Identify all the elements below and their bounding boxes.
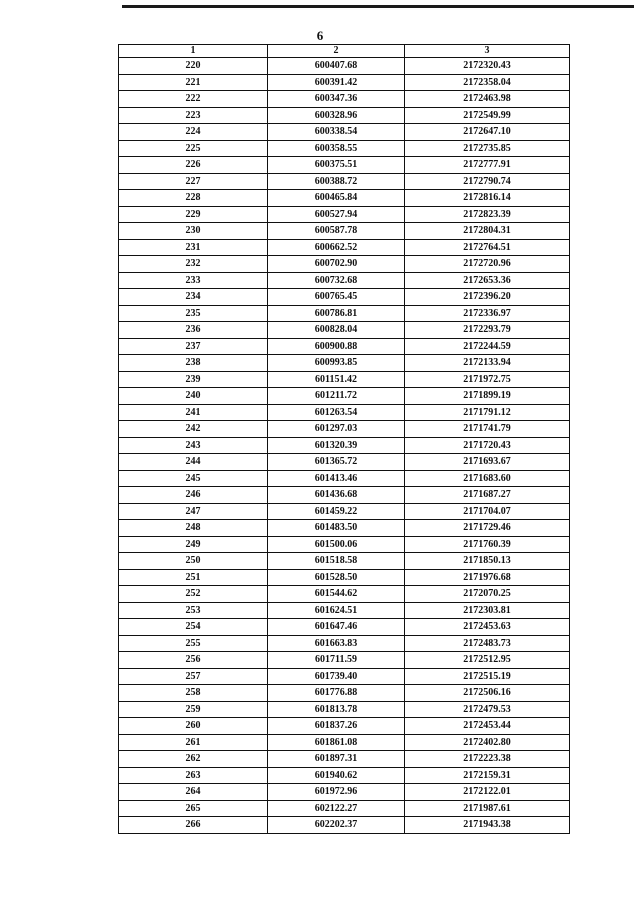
point-number-cell: 253 — [119, 602, 268, 619]
table-row — [119, 305, 570, 322]
x-coordinate-cell: 601776.88 — [268, 685, 405, 702]
y-coordinate-cell: 2171704.07 — [405, 503, 570, 520]
y-coordinate-cell: 2171729.46 — [405, 520, 570, 537]
x-coordinate-cell: 600388.72 — [268, 173, 405, 190]
y-coordinate-cell: 2172358.04 — [405, 74, 570, 91]
table-row — [119, 437, 570, 454]
x-coordinate-cell: 601518.58 — [268, 553, 405, 570]
point-number-cell: 230 — [119, 223, 268, 240]
x-coordinate-cell: 600347.36 — [268, 91, 405, 108]
table-row — [119, 140, 570, 157]
y-coordinate-cell: 2172453.63 — [405, 619, 570, 636]
y-coordinate-cell: 2172823.39 — [405, 206, 570, 223]
y-coordinate-cell: 2172790.74 — [405, 173, 570, 190]
point-number-cell: 221 — [119, 74, 268, 91]
table-row — [119, 272, 570, 289]
table-row — [119, 701, 570, 718]
y-coordinate-cell: 2172122.01 — [405, 784, 570, 801]
y-coordinate-cell: 2171687.27 — [405, 487, 570, 504]
point-number-cell: 225 — [119, 140, 268, 157]
x-coordinate-cell: 601483.50 — [268, 520, 405, 537]
point-number-cell: 262 — [119, 751, 268, 768]
y-coordinate-cell: 2172463.98 — [405, 91, 570, 108]
table-row — [119, 355, 570, 372]
table-row — [119, 602, 570, 619]
point-number-cell: 231 — [119, 239, 268, 256]
table-row — [119, 767, 570, 784]
point-number-cell: 265 — [119, 800, 268, 817]
x-coordinate-cell: 601663.83 — [268, 635, 405, 652]
table-row — [119, 223, 570, 240]
point-number-cell: 261 — [119, 734, 268, 751]
x-coordinate-cell: 601459.22 — [268, 503, 405, 520]
y-coordinate-cell: 2172453.44 — [405, 718, 570, 735]
point-number-cell: 246 — [119, 487, 268, 504]
y-coordinate-cell: 2172506.16 — [405, 685, 570, 702]
point-number-cell: 248 — [119, 520, 268, 537]
table-row — [119, 58, 570, 75]
x-coordinate-cell: 601837.26 — [268, 718, 405, 735]
x-coordinate-cell: 601813.78 — [268, 701, 405, 718]
x-coordinate-cell: 601647.46 — [268, 619, 405, 636]
y-coordinate-cell: 2172133.94 — [405, 355, 570, 372]
table-row — [119, 520, 570, 537]
y-coordinate-cell: 2172816.14 — [405, 190, 570, 207]
point-number-cell: 243 — [119, 437, 268, 454]
point-number-cell: 224 — [119, 124, 268, 141]
x-coordinate-cell: 600828.04 — [268, 322, 405, 339]
table-row — [119, 553, 570, 570]
table-row — [119, 503, 570, 520]
y-coordinate-cell: 2171972.75 — [405, 371, 570, 388]
table-row — [119, 256, 570, 273]
y-coordinate-cell: 2172244.59 — [405, 338, 570, 355]
y-coordinate-cell: 2172479.53 — [405, 701, 570, 718]
x-coordinate-cell: 600328.96 — [268, 107, 405, 124]
table-row — [119, 685, 570, 702]
y-coordinate-cell: 2172402.80 — [405, 734, 570, 751]
point-number-cell: 242 — [119, 421, 268, 438]
x-coordinate-cell: 600662.52 — [268, 239, 405, 256]
y-coordinate-cell: 2171760.39 — [405, 536, 570, 553]
point-number-cell: 229 — [119, 206, 268, 223]
point-number-cell: 250 — [119, 553, 268, 570]
y-coordinate-cell: 2171987.61 — [405, 800, 570, 817]
table-row — [119, 239, 570, 256]
column-header: 2 — [268, 45, 405, 58]
table-row — [119, 173, 570, 190]
point-number-cell: 223 — [119, 107, 268, 124]
y-coordinate-cell: 2172512.95 — [405, 652, 570, 669]
table-row — [119, 91, 570, 108]
y-coordinate-cell: 2172320.43 — [405, 58, 570, 75]
x-coordinate-cell: 600391.42 — [268, 74, 405, 91]
x-coordinate-cell: 600407.68 — [268, 58, 405, 75]
point-number-cell: 241 — [119, 404, 268, 421]
x-coordinate-cell: 600993.85 — [268, 355, 405, 372]
point-number-cell: 233 — [119, 272, 268, 289]
table-row — [119, 751, 570, 768]
page-number: 6 — [316, 28, 324, 43]
x-coordinate-cell: 601320.39 — [268, 437, 405, 454]
y-coordinate-cell: 2172396.20 — [405, 289, 570, 306]
y-coordinate-cell: 2172764.51 — [405, 239, 570, 256]
y-coordinate-cell: 2171693.67 — [405, 454, 570, 471]
point-number-cell: 239 — [119, 371, 268, 388]
x-coordinate-cell: 601436.68 — [268, 487, 405, 504]
x-coordinate-cell: 600732.68 — [268, 272, 405, 289]
table-row — [119, 470, 570, 487]
x-coordinate-cell: 601365.72 — [268, 454, 405, 471]
table-row — [119, 404, 570, 421]
x-coordinate-cell: 601151.42 — [268, 371, 405, 388]
table-row — [119, 322, 570, 339]
table-row — [119, 635, 570, 652]
table-body — [119, 58, 570, 834]
x-coordinate-cell: 600900.88 — [268, 338, 405, 355]
y-coordinate-cell: 2171720.43 — [405, 437, 570, 454]
top-rule — [122, 5, 634, 8]
table-row — [119, 586, 570, 603]
x-coordinate-cell: 600465.84 — [268, 190, 405, 207]
x-coordinate-cell: 600375.51 — [268, 157, 405, 174]
point-number-cell: 263 — [119, 767, 268, 784]
y-coordinate-cell: 2172293.79 — [405, 322, 570, 339]
x-coordinate-cell: 601940.62 — [268, 767, 405, 784]
table-row — [119, 734, 570, 751]
y-coordinate-cell: 2171741.79 — [405, 421, 570, 438]
y-coordinate-cell: 2172735.85 — [405, 140, 570, 157]
table-row — [119, 107, 570, 124]
point-number-cell: 245 — [119, 470, 268, 487]
table-row — [119, 652, 570, 669]
x-coordinate-cell: 601263.54 — [268, 404, 405, 421]
table-row — [119, 800, 570, 817]
y-coordinate-cell: 2172804.31 — [405, 223, 570, 240]
point-number-cell: 244 — [119, 454, 268, 471]
table-row — [119, 289, 570, 306]
x-coordinate-cell: 600786.81 — [268, 305, 405, 322]
x-coordinate-cell: 601972.96 — [268, 784, 405, 801]
point-number-cell: 258 — [119, 685, 268, 702]
x-coordinate-cell: 601624.51 — [268, 602, 405, 619]
table-row — [119, 718, 570, 735]
x-coordinate-cell: 601500.06 — [268, 536, 405, 553]
x-coordinate-cell: 602122.27 — [268, 800, 405, 817]
table-row — [119, 536, 570, 553]
point-number-cell: 247 — [119, 503, 268, 520]
column-header: 1 — [119, 45, 268, 58]
x-coordinate-cell: 601897.31 — [268, 751, 405, 768]
table-row — [119, 784, 570, 801]
point-number-cell: 227 — [119, 173, 268, 190]
y-coordinate-cell: 2172303.81 — [405, 602, 570, 619]
table-row — [119, 74, 570, 91]
table-row — [119, 388, 570, 405]
point-number-cell: 249 — [119, 536, 268, 553]
x-coordinate-cell: 600527.94 — [268, 206, 405, 223]
point-number-cell: 237 — [119, 338, 268, 355]
y-coordinate-cell: 2172777.91 — [405, 157, 570, 174]
x-coordinate-cell: 600358.55 — [268, 140, 405, 157]
x-coordinate-cell: 602202.37 — [268, 817, 405, 834]
point-number-cell: 255 — [119, 635, 268, 652]
table-row — [119, 668, 570, 685]
y-coordinate-cell: 2171791.12 — [405, 404, 570, 421]
point-number-cell: 260 — [119, 718, 268, 735]
table-row — [119, 338, 570, 355]
x-coordinate-cell: 600702.90 — [268, 256, 405, 273]
x-coordinate-cell: 601544.62 — [268, 586, 405, 603]
y-coordinate-cell: 2172653.36 — [405, 272, 570, 289]
table-row — [119, 817, 570, 834]
x-coordinate-cell: 601711.59 — [268, 652, 405, 669]
x-coordinate-cell: 601528.50 — [268, 569, 405, 586]
point-number-cell: 235 — [119, 305, 268, 322]
y-coordinate-cell: 2171976.68 — [405, 569, 570, 586]
point-number-cell: 259 — [119, 701, 268, 718]
point-number-cell: 238 — [119, 355, 268, 372]
y-coordinate-cell: 2172159.31 — [405, 767, 570, 784]
point-number-cell: 240 — [119, 388, 268, 405]
table-row — [119, 454, 570, 471]
y-coordinate-cell: 2171683.60 — [405, 470, 570, 487]
x-coordinate-cell: 601211.72 — [268, 388, 405, 405]
header-row — [119, 45, 570, 58]
point-number-cell: 236 — [119, 322, 268, 339]
point-number-cell: 232 — [119, 256, 268, 273]
table-row — [119, 190, 570, 207]
point-number-cell: 252 — [119, 586, 268, 603]
point-number-cell: 251 — [119, 569, 268, 586]
y-coordinate-cell: 2172336.97 — [405, 305, 570, 322]
point-number-cell: 226 — [119, 157, 268, 174]
point-number-cell: 254 — [119, 619, 268, 636]
y-coordinate-cell: 2171943.38 — [405, 817, 570, 834]
point-number-cell: 228 — [119, 190, 268, 207]
x-coordinate-cell: 601297.03 — [268, 421, 405, 438]
y-coordinate-cell: 2172720.96 — [405, 256, 570, 273]
y-coordinate-cell: 2172070.25 — [405, 586, 570, 603]
x-coordinate-cell: 601739.40 — [268, 668, 405, 685]
y-coordinate-cell: 2171850.13 — [405, 553, 570, 570]
y-coordinate-cell: 2172647.10 — [405, 124, 570, 141]
x-coordinate-cell: 600765.45 — [268, 289, 405, 306]
table-row — [119, 206, 570, 223]
table-row — [119, 157, 570, 174]
table-row — [119, 487, 570, 504]
column-header: 3 — [405, 45, 570, 58]
x-coordinate-cell: 601861.08 — [268, 734, 405, 751]
point-number-cell: 256 — [119, 652, 268, 669]
x-coordinate-cell: 600587.78 — [268, 223, 405, 240]
y-coordinate-cell: 2171899.19 — [405, 388, 570, 405]
point-number-cell: 257 — [119, 668, 268, 685]
table-row — [119, 124, 570, 141]
point-number-cell: 266 — [119, 817, 268, 834]
table-row — [119, 569, 570, 586]
y-coordinate-cell: 2172223.38 — [405, 751, 570, 768]
table-row — [119, 421, 570, 438]
point-number-cell: 222 — [119, 91, 268, 108]
point-number-cell: 220 — [119, 58, 268, 75]
y-coordinate-cell: 2172549.99 — [405, 107, 570, 124]
coordinates-table — [118, 44, 570, 834]
point-number-cell: 264 — [119, 784, 268, 801]
point-number-cell: 234 — [119, 289, 268, 306]
x-coordinate-cell: 601413.46 — [268, 470, 405, 487]
x-coordinate-cell: 600338.54 — [268, 124, 405, 141]
table-row — [119, 371, 570, 388]
y-coordinate-cell: 2172483.73 — [405, 635, 570, 652]
table-row — [119, 619, 570, 636]
y-coordinate-cell: 2172515.19 — [405, 668, 570, 685]
